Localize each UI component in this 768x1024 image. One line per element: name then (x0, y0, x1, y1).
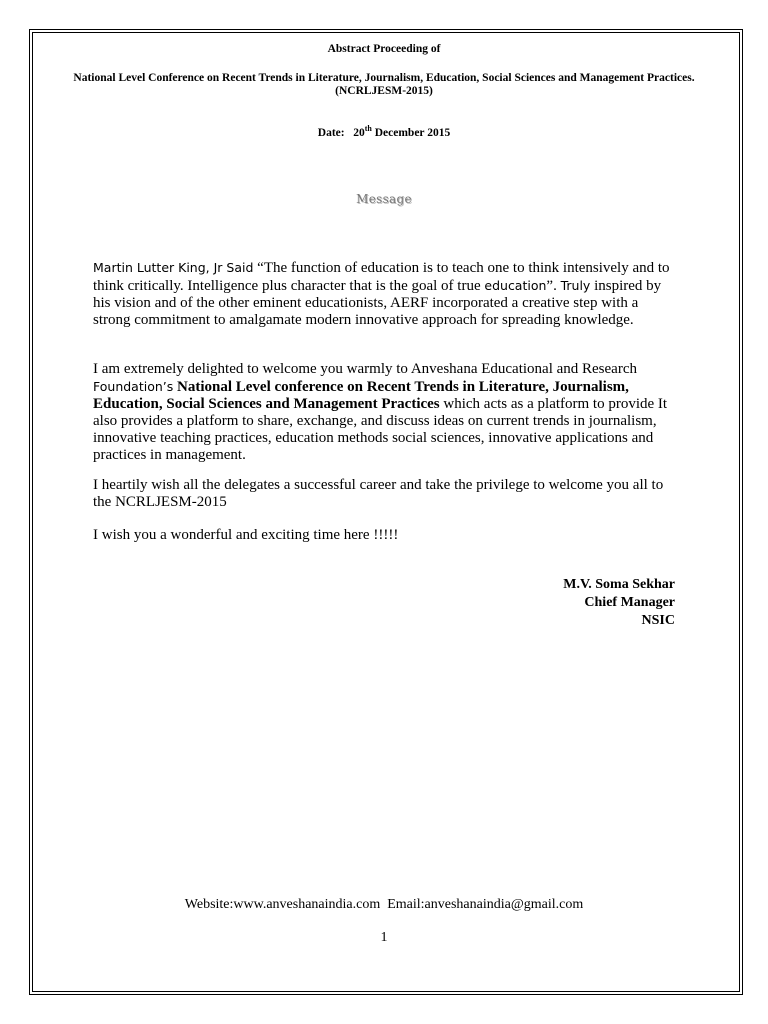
signatory-title: Chief Manager (584, 595, 675, 610)
conference-date (0, 124, 768, 140)
footer-website: Website:www.anveshanaindia.com (184, 897, 381, 912)
paragraph-welcome: I am extremely delighted to welcome you warmly to Anveshana Educational and Research Foundation’s National Level conference on Recent Trends in Literature, Journalism, Education, Social Sciences and Management Practices which acts as a platform to provide It also provides a platform to share, exchange, and discuss ideas on current trends in journalism, innovative teaching practices, education methods social sciences, innovative applications and practices in management. (93, 361, 668, 463)
signatory-org: NSIC (641, 613, 675, 628)
quote-author: Martin Lutter King, Jr Said (93, 260, 254, 275)
paragraph-wishes: I heartily wish all the delegates a successful career and take the privilege to welcome you all to the NCRLJESM-2015 (93, 477, 664, 510)
conference-title-block (60, 72, 708, 98)
conference-acronym: (NCRLJESM-2015) (335, 85, 433, 97)
footer-contact (0, 897, 768, 913)
date-day: 20 (353, 127, 365, 139)
date-rest: December 2015 (371, 127, 451, 139)
footer-email: Email:anveshanaindia@gmail.com (387, 897, 584, 912)
conference-name-bold: National Level conference on Recent Trends in Literature, Journalism, Education, Social Sciences and Management Practices (93, 379, 629, 412)
paragraph-quote: Martin Lutter King, Jr Said “The function of education is to teach one to think intensively and to think critically. Intelligence plus character that is the goal of true education”. Truly inspired by his vision and of the other eminent educationists, AERF incorporated a creative step with a strong commitment to amalgamate modern innovative approach for spreading knowledge. (93, 260, 670, 328)
paragraph-closing: I wish you a wonderful and exciting time here !!!!! (93, 527, 399, 543)
proceeding-label: Abstract Proceeding of (327, 43, 441, 55)
date-suffix: th (364, 124, 372, 134)
page-number: 1 (380, 930, 388, 945)
signatory-name: M.V. Soma Sekhar (563, 577, 675, 592)
signature-block (563, 576, 675, 630)
page-border-inner (32, 32, 740, 992)
message-heading: Message (356, 192, 412, 206)
date-label: Date: (317, 127, 345, 139)
conference-title: National Level Conference on Recent Trends in Literature, Journalism, Education, Social Sciences and Management Practices. (73, 72, 695, 84)
